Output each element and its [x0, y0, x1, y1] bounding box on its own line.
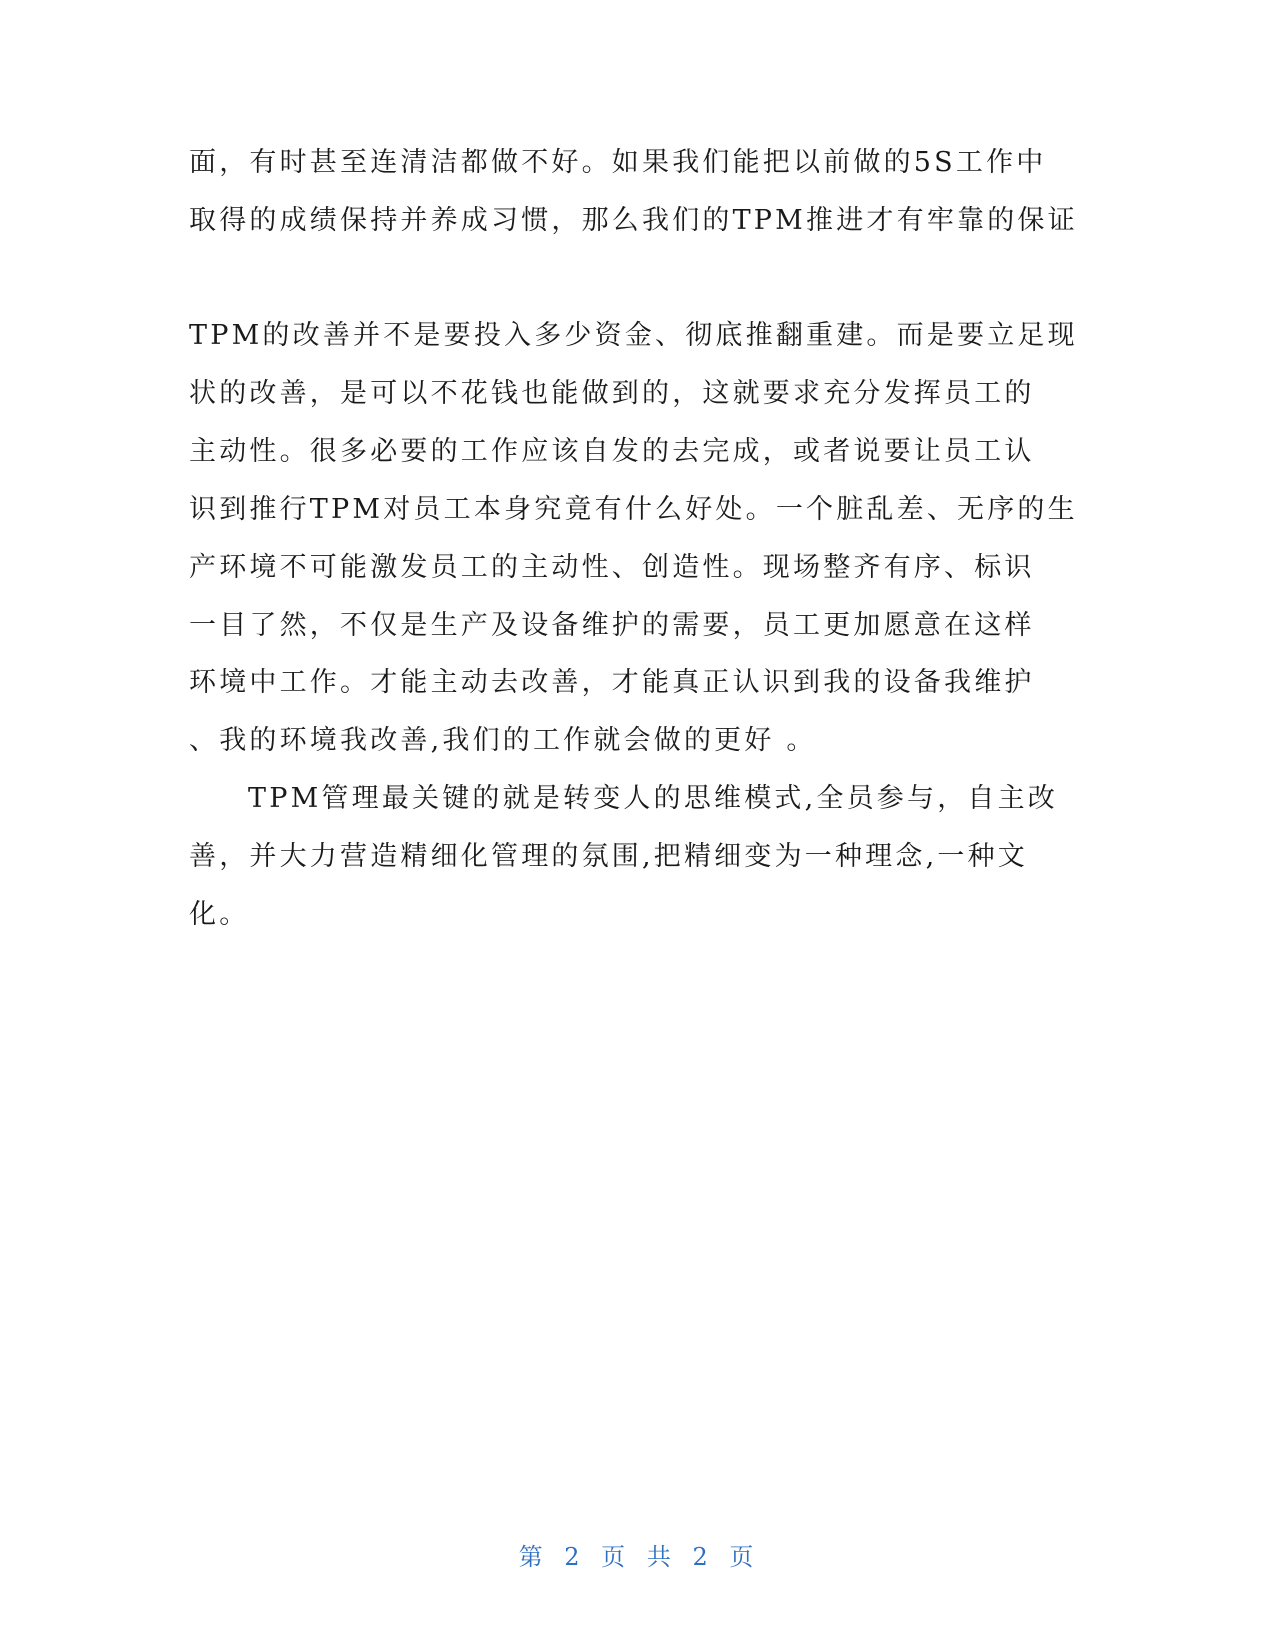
footer-label-total: 共 — [646, 1543, 674, 1571]
footer-total-pages: 2 — [692, 1543, 711, 1571]
text-line: 一目了然，不仅是生产及设备维护的需要，员工更加愿意在这样 — [189, 610, 1035, 641]
text-line: TPM的改善并不是要投入多少资金、彻底推翻重建。而是要立足现 — [189, 320, 1078, 351]
footer-label-page: 第 — [518, 1543, 546, 1571]
text-line: 化。 — [189, 899, 250, 930]
text-line: 善，并大力营造精细化管理的氛围,把精细变为一种理念,一种文 — [189, 841, 1028, 872]
text-line: 状的改善，是可以不花钱也能做到的，这就要求充分发挥员工的 — [189, 378, 1035, 409]
text-line: 识到推行TPM对员工本身究竟有什么好处。一个脏乱差、无序的生 — [189, 494, 1078, 525]
text-line: 面，有时甚至连清洁都做不好。如果我们能把以前做的5S工作中 — [189, 147, 1047, 178]
text-line: TPM管理最关键的就是转变人的思维模式,全员参与，自主改 — [248, 783, 1059, 814]
text-line: 主动性。很多必要的工作应该自发的去完成，或者说要让员工认 — [189, 436, 1035, 467]
page-footer — [0, 1537, 1275, 1572]
footer-label-ye: 页 — [601, 1543, 629, 1571]
text-line: 取得的成绩保持并养成习惯，那么我们的TPM推进才有牢靠的保证 — [189, 205, 1078, 236]
text-line: 产环境不可能激发员工的主动性、创造性。现场整齐有序、标识 — [189, 552, 1035, 583]
footer-label-ye2: 页 — [729, 1543, 757, 1571]
footer-current-page: 2 — [564, 1543, 583, 1571]
text-line: 、我的环境我改善,我们的工作就会做的更好 。 — [189, 725, 817, 756]
text-line: 环境中工作。才能主动去改善，才能真正认识到我的设备我维护 — [189, 667, 1035, 698]
